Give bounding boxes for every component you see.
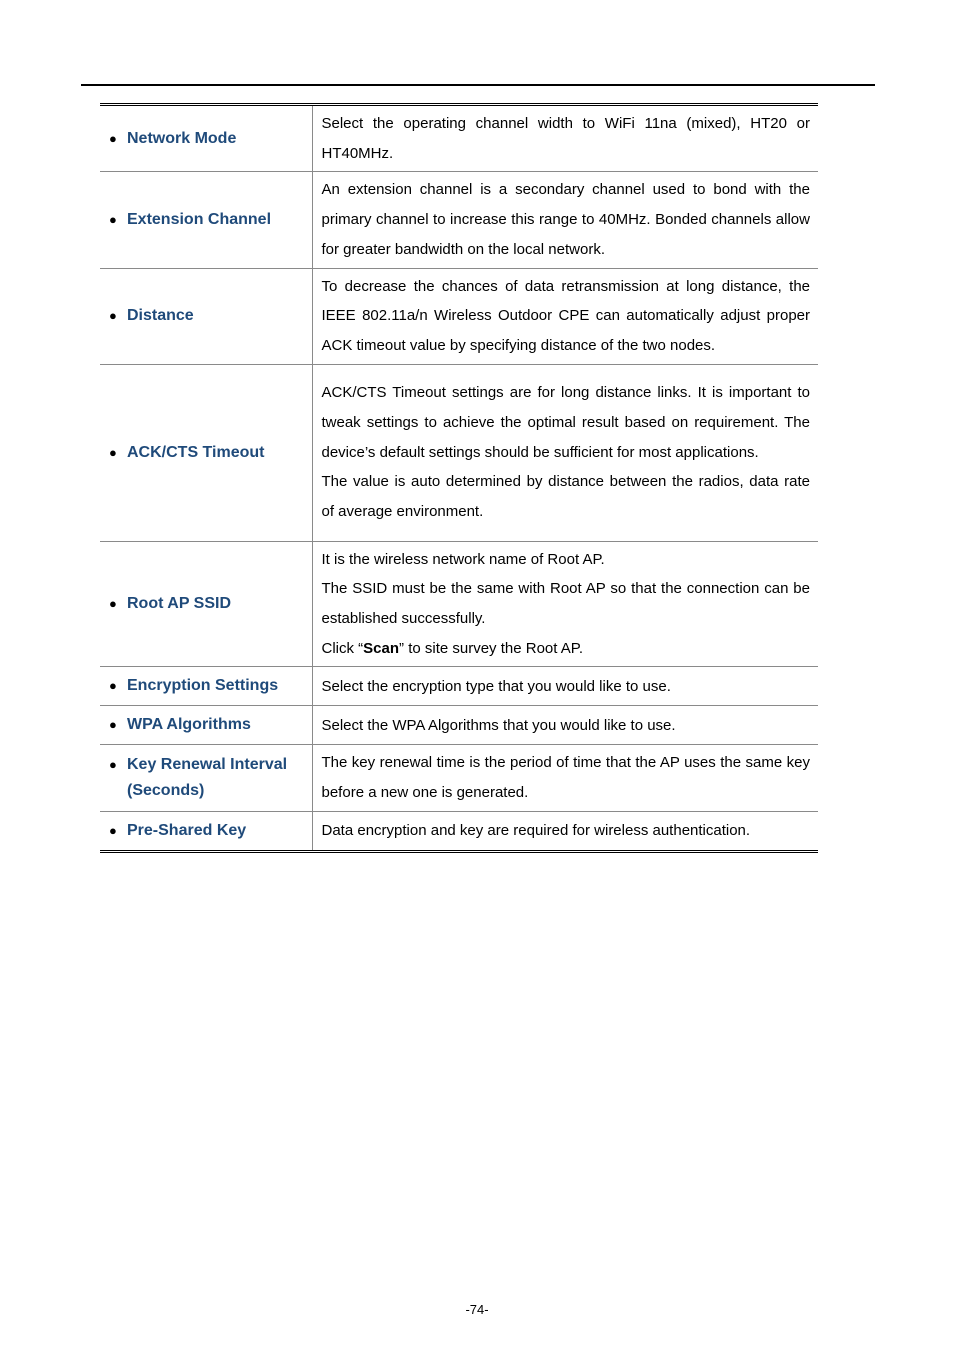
parameter-name-cell — [100, 364, 312, 541]
parameter-description — [312, 105, 818, 172]
scan-keyword: Scan — [363, 639, 400, 657]
parameter-description — [312, 172, 818, 268]
table-row — [100, 667, 818, 706]
table-row — [100, 268, 818, 364]
parameter-name: Root AP SSID — [127, 595, 232, 613]
parameter-description — [312, 268, 818, 364]
parameter-description — [312, 364, 818, 541]
parameter-name-cell — [100, 745, 312, 811]
parameter-name-cell — [100, 105, 312, 172]
description-text: To decrease the chances of data retransmission at long distance, the IEEE 802.11a/n Wireless Outdoor CPE can automatically adjust proper ACK timeout value by specifying distance of the two nodes. — [321, 277, 810, 354]
table-row — [100, 172, 818, 268]
description-text: Select the WPA Algorithms that you would like to use. — [321, 716, 676, 734]
parameter-name: WPA Algorithms — [127, 716, 251, 734]
parameter-name-cell — [100, 706, 312, 745]
description-text: Select the operating channel width to WiFi 11na (mixed), HT20 or HT40MHz. — [321, 115, 810, 162]
description-text: Data encryption and key are required for wireless authentication. — [321, 821, 751, 839]
parameter-name-cell — [100, 667, 312, 706]
parameter-description — [312, 667, 818, 706]
parameter-description — [312, 541, 818, 667]
bullet-icon: ● — [109, 822, 117, 838]
description-text: Select the encryption type that you would like to use. — [321, 677, 671, 695]
bullet-icon: ● — [109, 130, 117, 146]
parameter-name-cell — [100, 172, 312, 268]
description-text: Click “Scan” to site survey the Root AP. — [321, 639, 584, 657]
parameter-name: Extension Channel — [127, 210, 272, 228]
description-text: It is the wireless network name of Root AP. — [321, 550, 605, 568]
parameter-name: Encryption Settings — [127, 677, 279, 695]
parameter-table — [100, 103, 818, 853]
parameter-name: Network Mode — [127, 129, 237, 147]
parameter-description — [312, 706, 818, 745]
parameter-name-cell — [100, 268, 312, 364]
parameter-name: ACK/CTS Timeout — [127, 443, 265, 461]
bullet-icon: ● — [109, 678, 117, 694]
bullet-icon: ● — [109, 757, 117, 773]
parameter-description — [312, 811, 818, 851]
description-text: ACK/CTS Timeout settings are for long distance links. It is important to tweak settings to achieve the optimal result based on requirement. The device’s default settings should be sufficient for most applications. — [321, 384, 810, 461]
table-row — [100, 811, 818, 851]
bullet-icon: ● — [109, 211, 117, 227]
parameter-description — [312, 745, 818, 811]
table-row — [100, 745, 818, 811]
parameter-name: Distance — [127, 307, 194, 325]
parameter-name-cell — [100, 811, 312, 851]
header-rule — [81, 84, 875, 86]
table-row — [100, 541, 818, 667]
table-row — [100, 364, 818, 541]
bullet-icon: ● — [109, 596, 117, 612]
parameter-name: Pre-Shared Key — [127, 821, 247, 839]
table-row — [100, 105, 818, 172]
page-number: -74- — [465, 1302, 489, 1317]
description-text: The key renewal time is the period of time that the AP uses the same key before a new one is generated. — [321, 754, 810, 802]
bullet-icon: ● — [109, 308, 117, 324]
bullet-icon: ● — [109, 717, 117, 733]
parameter-name: Key Renewal Interval (Seconds) — [127, 756, 288, 800]
description-text: The SSID must be the same with Root AP so that the connection can be established successfully. — [321, 580, 810, 628]
bullet-icon: ● — [109, 444, 117, 460]
parameter-name-cell — [100, 541, 312, 667]
table-row — [100, 706, 818, 745]
description-text: The value is auto determined by distance between the radios, data rate of average environment. — [321, 473, 810, 521]
description-text: An extension channel is a secondary channel used to bond with the primary channel to increase this range to 40MHz. Bonded channels allow for greater bandwidth on the local network. — [321, 181, 810, 258]
